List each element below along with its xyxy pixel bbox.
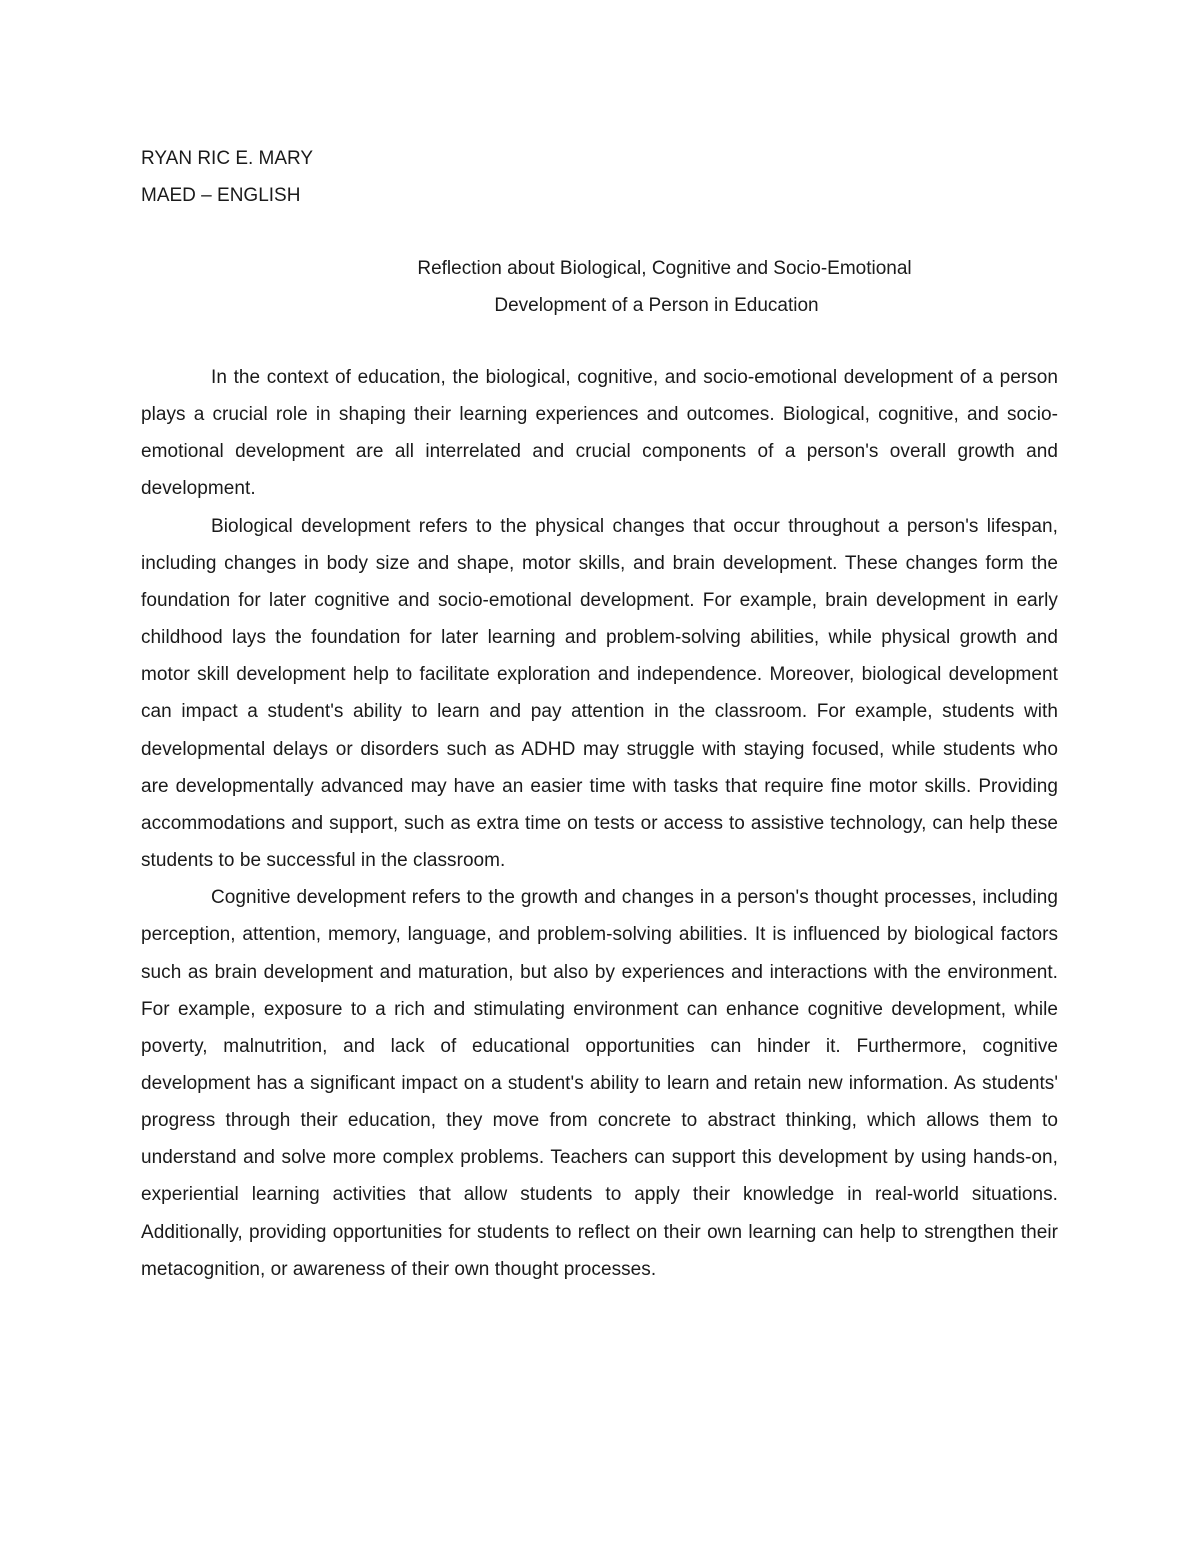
paragraph-intro: In the context of education, the biological, cognitive, and socio-emotional development of a person plays a crucial role in shaping their learning experiences and outcomes. Biological, cognitive, and socio-emotional development are all interrelated and crucial components of a person's overall growth and development.: [141, 367, 1058, 500]
document-body: [141, 359, 1058, 1288]
program-name: MAED – ENGLISH: [141, 185, 301, 206]
title-line-1: Reflection about Biological, Cognitive and Socio-Emotional: [417, 258, 912, 279]
author-name: RYAN RIC E. MARY: [141, 148, 314, 169]
document-title: [141, 250, 1058, 324]
paragraph-cognitive: Cognitive development refers to the growth and changes in a person's thought processes, including perception, attention, memory, language, and problem-solving abilities. It is influenced by biological factors such as brain development and maturation, but also by experiences and interactions with the environment. For example, exposure to a rich and stimulating environment can enhance cognitive development, while poverty, malnutrition, and lack of educational opportunities can hinder it. Furthermore, cognitive development has a significant impact on a student's ability to learn and retain new information. As students' progress through their education, they move from concrete to abstract thinking, which allows them to understand and solve more complex problems. Teachers can support this development by using hands-on, experiential learning activities that allow students to apply their knowledge in real-world situations. Additionally, providing opportunities for students to reflect on their own learning can help to strengthen their metacognition, or awareness of their own thought processes.: [141, 887, 1058, 1280]
title-line-2: Development of a Person in Education: [494, 295, 819, 316]
paragraph-biological: Biological development refers to the physical changes that occur throughout a person's lifespan, including changes in body size and shape, motor skills, and brain development. These changes form the foundation for later cognitive and socio-emotional development. For example, brain development in early childhood lays the foundation for later learning and problem-solving abilities, while physical growth and motor skill development help to facilitate exploration and independence. Moreover, biological development can impact a student's ability to learn and pay attention in the classroom. For example, students with developmental delays or disorders such as ADHD may struggle with staying focused, while students who are developmentally advanced may have an easier time with tasks that require fine motor skills. Providing accommodations and support, such as extra time on tests or access to assistive technology, can help these students to be successful in the classroom.: [141, 515, 1058, 872]
author-header: [141, 140, 1058, 214]
